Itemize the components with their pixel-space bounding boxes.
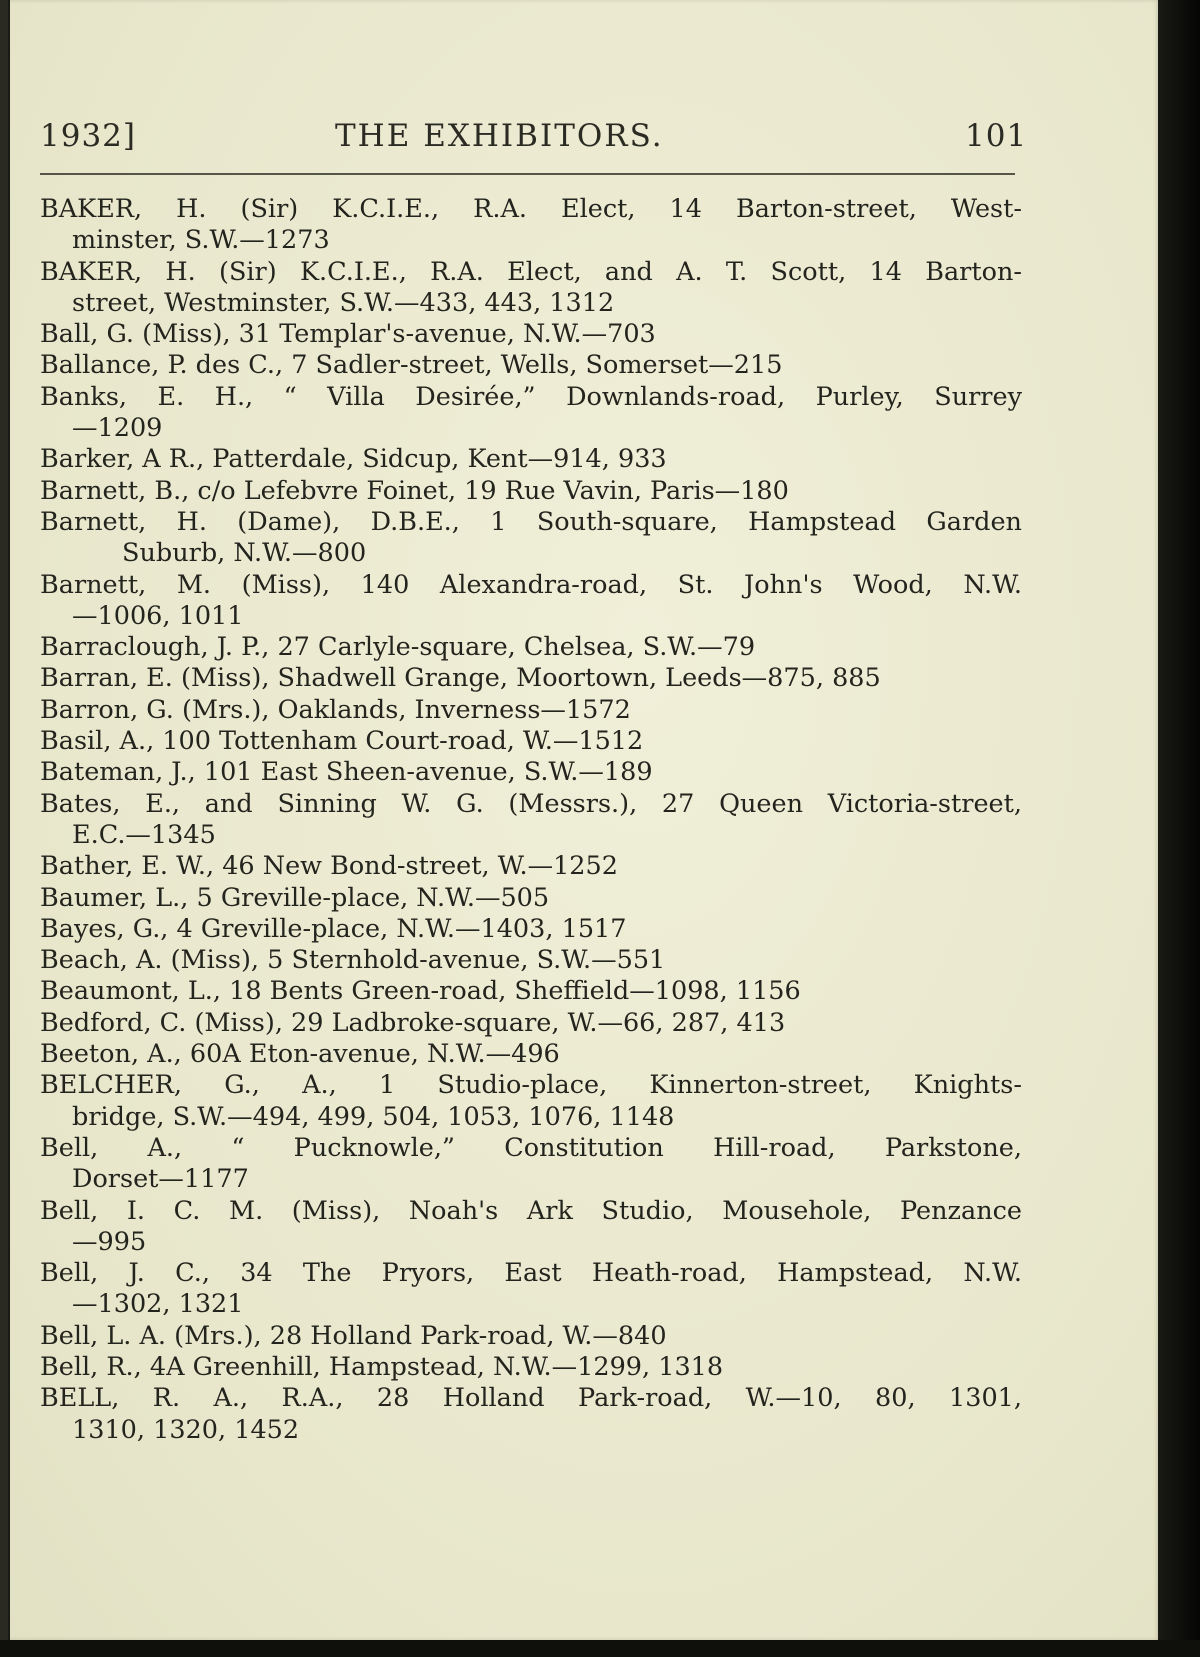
entry-line: Barran, E. (Miss), Shadwell Grange, Moortown, Leeds—875, 885 bbox=[40, 663, 881, 694]
entry-line: Bather, E. W., 46 New Bond-street, W.—1252 bbox=[40, 851, 618, 882]
list-item bbox=[40, 632, 1022, 663]
entry-line: BELCHER, G., A., 1 Studio-place, Kinnerton-street, Knights- bbox=[40, 1070, 1022, 1101]
list-item bbox=[40, 570, 1022, 633]
list-item bbox=[40, 976, 1022, 1007]
entry-line: Barron, G. (Mrs.), Oaklands, Inverness—1572 bbox=[40, 694, 631, 725]
scan-frame-left bbox=[0, 0, 8, 1657]
list-item bbox=[40, 1383, 1022, 1446]
list-item bbox=[40, 476, 1022, 507]
entry-line: BAKER, H. (Sir) K.C.I.E., R.A. Elect, 14 Barton-street, West- bbox=[40, 194, 1022, 224]
entry-line: Basil, A., 100 Tottenham Court-road, W.—1512 bbox=[40, 726, 644, 757]
list-item bbox=[40, 1008, 1022, 1039]
entry-line: Barker, A R., Patterdale, Sidcup, Kent—914, 933 bbox=[40, 444, 667, 475]
list-item bbox=[40, 444, 1022, 475]
entry-line-continued: Dorset—1177 bbox=[72, 1164, 249, 1195]
entry-line: Bateman, J., 101 East Sheen-avenue, S.W.—189 bbox=[40, 757, 653, 788]
list-item bbox=[40, 757, 1022, 788]
list-item bbox=[40, 1321, 1022, 1352]
entry-line: Beaumont, L., 18 Bents Green-road, Sheffield—1098, 1156 bbox=[40, 976, 801, 1007]
list-item bbox=[40, 1039, 1022, 1070]
header-year: 1932] bbox=[40, 118, 136, 154]
entry-line: Bell, R., 4A Greenhill, Hampstead, N.W.—1299, 1318 bbox=[40, 1351, 724, 1382]
entry-line: Bell, J. C., 34 The Pryors, East Heath-road, Hampstead, N.W. bbox=[40, 1258, 1022, 1289]
entry-line-continued: street, Westminster, S.W.—433, 443, 1312 bbox=[72, 287, 615, 318]
list-item bbox=[40, 883, 1022, 914]
entry-line: Barraclough, J. P., 27 Carlyle-square, Chelsea, S.W.—79 bbox=[40, 632, 756, 663]
entry-line: Baumer, L., 5 Greville-place, N.W.—505 bbox=[40, 882, 550, 913]
list-item bbox=[40, 350, 1022, 381]
running-header bbox=[30, 118, 1028, 168]
entry-line: Barnett, B., c/o Lefebvre Foinet, 19 Rue Vavin, Paris—180 bbox=[40, 475, 789, 506]
list-item bbox=[40, 1352, 1022, 1383]
entry-line: Bell, I. C. M. (Miss), Noah's Ark Studio, Mousehole, Penzance bbox=[40, 1195, 1022, 1226]
list-item bbox=[40, 1133, 1022, 1196]
list-item bbox=[40, 914, 1022, 945]
entry-line: Beach, A. (Miss), 5 Sternhold-avenue, S.W.—551 bbox=[40, 945, 666, 976]
entry-line: Ball, G. (Miss), 31 Templar's-avenue, N.W.—703 bbox=[40, 319, 656, 350]
list-item bbox=[40, 663, 1022, 694]
list-item bbox=[40, 1258, 1022, 1321]
entry-line: Barnett, M. (Miss), 140 Alexandra-road, St. John's Wood, N.W. bbox=[40, 569, 1022, 600]
entry-line: Banks, E. H., “ Villa Desirée,” Downlands-road, Purley, Surrey bbox=[40, 381, 1022, 412]
entry-line-continued: 1310, 1320, 1452 bbox=[72, 1414, 300, 1445]
entry-line: BAKER, H. (Sir) K.C.I.E., R.A. Elect, and A. T. Scott, 14 Barton- bbox=[40, 256, 1022, 287]
list-item bbox=[40, 1070, 1022, 1133]
entry-line: Bell, A., “ Pucknowle,” Constitution Hill-road, Parkstone, bbox=[40, 1132, 1022, 1163]
entry-line: Ballance, P. des C., 7 Sadler-street, Wells, Somerset—215 bbox=[40, 350, 783, 381]
entry-line: Beeton, A., 60A Eton-avenue, N.W.—496 bbox=[40, 1039, 560, 1070]
entry-line-continued: E.C.—1345 bbox=[72, 819, 216, 850]
list-item bbox=[40, 789, 1022, 852]
list-item bbox=[40, 194, 1022, 257]
entry-line: Bayes, G., 4 Greville-place, N.W.—1403, 1517 bbox=[40, 913, 627, 944]
entry-line: Bell, L. A. (Mrs.), 28 Holland Park-road, W.—840 bbox=[40, 1320, 667, 1351]
list-item bbox=[40, 726, 1022, 757]
entry-line-continued: —995 bbox=[72, 1226, 147, 1257]
entry-line: Barnett, H. (Dame), D.B.E., 1 South-square, Hampstead Garden bbox=[40, 506, 1022, 537]
entry-line-continued: —1302, 1321 bbox=[72, 1289, 244, 1320]
entry-line-continued: —1006, 1011 bbox=[72, 600, 244, 631]
list-item bbox=[40, 945, 1022, 976]
entry-line-continued: Suburb, N.W.—800 bbox=[122, 538, 367, 569]
page-number: 101 bbox=[965, 118, 1028, 154]
list-item bbox=[40, 382, 1022, 445]
list-item bbox=[40, 319, 1022, 350]
entry-line-continued: bridge, S.W.—494, 499, 504, 1053, 1076, 1148 bbox=[72, 1101, 675, 1132]
list-item bbox=[40, 507, 1022, 570]
exhibitor-list bbox=[40, 194, 1022, 1446]
page-title: THE EXHIBITORS. bbox=[335, 118, 664, 154]
scan-frame-right bbox=[1158, 0, 1200, 1657]
list-item bbox=[40, 1196, 1022, 1259]
list-item bbox=[40, 695, 1022, 726]
entry-line: Bedford, C. (Miss), 29 Ladbroke-square, W.—66, 287, 413 bbox=[40, 1007, 786, 1038]
header-rule bbox=[40, 173, 1015, 175]
list-item bbox=[40, 851, 1022, 882]
entry-line-continued: —1209 bbox=[72, 413, 163, 444]
entry-line-continued: minster, S.W.—1273 bbox=[72, 225, 330, 256]
scan-frame-bottom bbox=[0, 1640, 1200, 1657]
entry-line: BELL, R. A., R.A., 28 Holland Park-road, W.—10, 80, 1301, bbox=[40, 1383, 1022, 1414]
list-item bbox=[40, 257, 1022, 320]
entry-line: Bates, E., and Sinning W. G. (Messrs.), 27 Queen Victoria-street, bbox=[40, 788, 1022, 819]
